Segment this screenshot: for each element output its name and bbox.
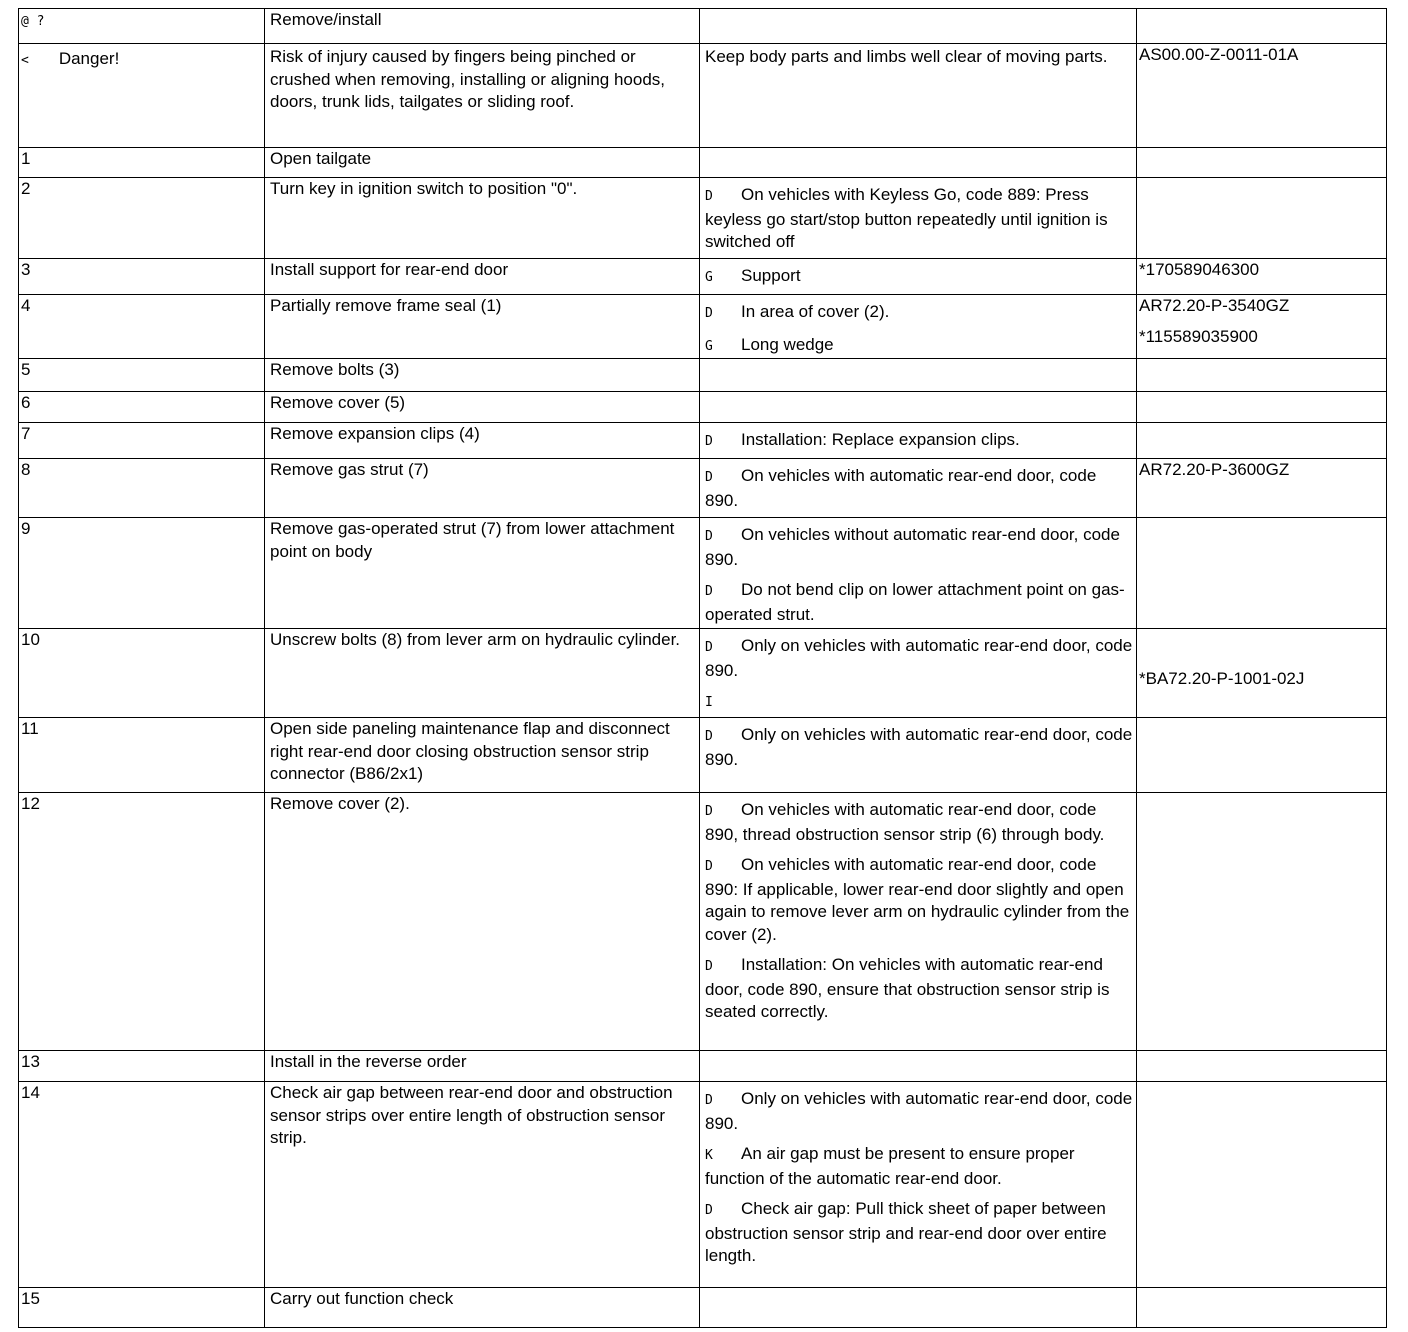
step-note [705, 429, 1133, 454]
step-refs-cell [1137, 518, 1387, 629]
step-text-cell [265, 295, 700, 359]
step-number: 6 [21, 393, 31, 412]
note-symbol-icon: D [705, 1093, 713, 1108]
step-note [705, 524, 1133, 571]
note-text: Check air gap: Pull thick sheet of paper between obstruction sensor strip and rear-end door over entire length. [705, 1199, 1107, 1265]
step-number: 7 [21, 424, 31, 443]
step-note [705, 854, 1133, 946]
step-number: 2 [21, 179, 31, 198]
header-title-cell [265, 9, 700, 44]
header-row [19, 9, 1387, 44]
step-number: 12 [21, 794, 40, 813]
note-symbol-icon: I [705, 695, 713, 710]
step-refs-cell [1137, 459, 1387, 518]
step-number-cell [19, 1288, 265, 1328]
step-number-cell [19, 259, 265, 295]
reference-link[interactable]: *170589046300 [1139, 260, 1260, 279]
step-notes-cell [700, 392, 1137, 423]
step-text-cell [265, 148, 700, 178]
step-row [19, 629, 1387, 718]
note-text: On vehicles with automatic rear-end door, code 890, thread obstruction sensor strip (6) through body. [705, 800, 1105, 844]
step-notes-cell [700, 423, 1137, 459]
step-note [705, 1088, 1133, 1135]
step-refs-cell [1137, 1082, 1387, 1288]
step-number: 15 [21, 1289, 40, 1308]
header-symbols-cell [19, 9, 265, 44]
step-refs-cell [1137, 718, 1387, 793]
step-note [705, 184, 1133, 254]
step-text-cell [265, 718, 700, 793]
reference-link[interactable]: *BA72.20-P-1001-02J [1139, 668, 1305, 688]
step-text: Check air gap between rear-end door and obstruction sensor strips over entire length of obstruction sensor strip. [270, 1083, 673, 1147]
step-number-cell [19, 423, 265, 459]
note-symbol-icon: D [705, 729, 713, 744]
step-refs-cell [1137, 392, 1387, 423]
step-row [19, 259, 1387, 295]
note-text: Long wedge [741, 334, 834, 354]
note-text: An air gap must be present to ensure proper function of the automatic rear-end door. [705, 1144, 1075, 1188]
step-row [19, 178, 1387, 259]
step-row [19, 295, 1387, 359]
step-refs-cell [1137, 793, 1387, 1051]
note-symbol-icon: D [705, 189, 713, 204]
step-refs-cell [1137, 178, 1387, 259]
procedure-table [18, 8, 1387, 1328]
step-number-cell [19, 359, 265, 392]
step-text: Remove cover (5) [270, 393, 406, 412]
note-text: On vehicles with automatic rear-end door, code 890: If applicable, lower rear-end door slightly and open again to remove lever arm on hydraulic cylinder from the cover (2). [705, 855, 1130, 944]
step-text-cell [265, 359, 700, 392]
danger-row [19, 44, 1387, 148]
step-row [19, 1051, 1387, 1082]
danger-measure-text: Keep body parts and limbs well clear of moving parts. [705, 47, 1108, 66]
note-symbol-icon: D [705, 306, 713, 321]
step-text: Turn key in ignition switch to position "0". [270, 179, 578, 198]
step-notes-cell [700, 178, 1137, 259]
step-number-cell [19, 459, 265, 518]
step-number: 9 [21, 519, 31, 538]
note-symbol-icon: D [705, 640, 713, 655]
step-number: 3 [21, 260, 31, 279]
step-note [705, 954, 1133, 1024]
step-text-cell [265, 793, 700, 1051]
step-row [19, 1082, 1387, 1288]
step-text-cell [265, 178, 700, 259]
danger-ref-link[interactable]: AS00.00-Z-0011-01A [1139, 45, 1299, 64]
step-text: Partially remove frame seal (1) [270, 296, 502, 315]
reference-link[interactable]: *115589035900 [1139, 326, 1258, 346]
step-text-cell [265, 259, 700, 295]
step-notes-cell [700, 1288, 1137, 1328]
step-refs-cell [1137, 359, 1387, 392]
step-number-cell [19, 793, 265, 1051]
step-notes-cell [700, 148, 1137, 178]
step-number-cell [19, 178, 265, 259]
step-row [19, 148, 1387, 178]
step-note [705, 1198, 1133, 1268]
reference-link [1139, 629, 1383, 652]
step-refs-cell [1137, 423, 1387, 459]
note-symbol-icon: K [705, 1148, 713, 1163]
step-row [19, 392, 1387, 423]
reference-link[interactable]: AR72.20-P-3540GZ [1139, 296, 1290, 315]
danger-ref-cell [1137, 44, 1387, 148]
step-number: 13 [21, 1052, 40, 1071]
note-text: On vehicles with Keyless Go, code 889: Press keyless go start/stop button repeatedly until ignition is switched off [705, 185, 1108, 251]
step-text: Open side paneling maintenance flap and disconnect right rear-end door closing obstruction sensor strip connector (B86/2x1) [270, 719, 670, 783]
note-text: Installation: On vehicles with automatic rear-end door, code 890, ensure that obstruction sensor strip is seated correctly. [705, 955, 1110, 1021]
header-ref-cell [1137, 9, 1387, 44]
step-number-cell [19, 148, 265, 178]
note-symbol-icon: D [705, 529, 713, 544]
step-text-cell [265, 1051, 700, 1082]
danger-label-cell [19, 44, 265, 148]
note-symbol-icon: D [705, 584, 713, 599]
danger-risk-cell [265, 44, 700, 148]
step-refs-cell [1137, 259, 1387, 295]
step-refs-cell [1137, 1288, 1387, 1328]
step-row [19, 459, 1387, 518]
step-note [705, 1143, 1133, 1190]
step-text-cell [265, 1082, 700, 1288]
step-number: 8 [21, 460, 31, 479]
step-number-cell [19, 629, 265, 718]
note-symbol-icon: D [705, 859, 713, 874]
note-symbol-icon: D [705, 470, 713, 485]
step-row [19, 718, 1387, 793]
step-text: Carry out function check [270, 1289, 454, 1308]
step-note [705, 334, 1133, 359]
step-text-cell [265, 629, 700, 718]
note-symbol-icon: D [705, 804, 713, 819]
note-symbol-icon: D [705, 959, 713, 974]
note-symbol-icon: G [705, 338, 713, 354]
header-symbols: @ ? [21, 14, 45, 29]
note-text: Do not bend clip on lower attachment point on gas-operated strut. [705, 580, 1125, 624]
step-text: Install support for rear-end door [270, 260, 509, 279]
step-text: Install in the reverse order [270, 1052, 467, 1071]
step-note [705, 301, 1133, 326]
step-number: 11 [21, 719, 39, 738]
note-text: Only on vehicles with automatic rear-end door, code 890. [705, 636, 1133, 680]
step-text: Unscrew bolts (8) from lever arm on hydraulic cylinder. [270, 630, 681, 649]
step-refs-cell [1137, 629, 1387, 718]
note-symbol-icon: D [705, 434, 713, 449]
step-number: 4 [21, 296, 31, 315]
procedure-sheet [18, 8, 1382, 1328]
header-empty-cell [700, 9, 1137, 44]
step-text: Open tailgate [270, 149, 372, 168]
step-notes-cell [700, 718, 1137, 793]
step-refs-cell [1137, 1051, 1387, 1082]
step-refs-cell [1137, 148, 1387, 178]
step-notes-cell [700, 295, 1137, 359]
step-number: 10 [21, 630, 40, 649]
step-text-cell [265, 423, 700, 459]
step-notes-cell [700, 1051, 1137, 1082]
danger-measure-cell [700, 44, 1137, 148]
note-text: On vehicles without automatic rear-end door, code 890. [705, 525, 1120, 569]
step-row [19, 423, 1387, 459]
step-number-cell [19, 295, 265, 359]
note-symbol-icon: G [705, 270, 713, 285]
step-number-cell [19, 1082, 265, 1288]
step-number-cell [19, 518, 265, 629]
step-text: Remove gas strut (7) [270, 460, 429, 479]
danger-label: Danger! [58, 49, 120, 68]
step-note [705, 690, 1133, 715]
step-notes-cell [700, 518, 1137, 629]
step-notes-cell [700, 359, 1137, 392]
step-note [705, 724, 1133, 771]
note-symbol-icon: D [705, 1203, 713, 1218]
step-notes-cell [700, 793, 1137, 1051]
step-notes-cell [700, 1082, 1137, 1288]
step-text-cell [265, 459, 700, 518]
step-number: 1 [21, 149, 31, 168]
step-text-cell [265, 518, 700, 629]
step-number: 5 [21, 360, 31, 379]
section-title: Remove/install [270, 10, 382, 29]
step-notes-cell [700, 459, 1137, 518]
step-text-cell [265, 1288, 700, 1328]
danger-risk-text: Risk of injury caused by fingers being pinched or crushed when removing, installing or aligning hoods, doors, trunk lids, tailgates or sliding roof. [270, 47, 666, 111]
step-number-cell [19, 1051, 265, 1082]
step-note [705, 799, 1133, 846]
note-text: In area of cover (2). [741, 302, 890, 321]
step-number-cell [19, 392, 265, 423]
note-text: On vehicles with automatic rear-end door, code 890. [705, 466, 1097, 510]
step-notes-cell [700, 259, 1137, 295]
step-text: Remove gas-operated strut (7) from lower attachment point on body [270, 519, 675, 561]
step-row [19, 1288, 1387, 1328]
step-note [705, 265, 1133, 290]
step-text-cell [265, 392, 700, 423]
note-text: Installation: Replace expansion clips. [741, 430, 1020, 449]
step-text: Remove bolts (3) [270, 360, 400, 379]
note-text: Only on vehicles with automatic rear-end door, code 890. [705, 725, 1133, 769]
step-text: Remove expansion clips (4) [270, 424, 480, 443]
step-text: Remove cover (2). [270, 794, 410, 813]
danger-icon: < [21, 53, 29, 68]
step-refs-cell [1137, 295, 1387, 359]
step-row [19, 359, 1387, 392]
step-row [19, 793, 1387, 1051]
step-number: 14 [21, 1083, 40, 1102]
step-note [705, 635, 1133, 682]
step-note [705, 579, 1133, 626]
note-text: Support [741, 266, 801, 285]
step-row [19, 518, 1387, 629]
step-note [705, 465, 1133, 512]
note-text: Only on vehicles with automatic rear-end door, code 890. [705, 1089, 1133, 1133]
step-notes-cell [700, 629, 1137, 718]
step-number-cell [19, 718, 265, 793]
reference-link[interactable]: AR72.20-P-3600GZ [1139, 460, 1290, 479]
